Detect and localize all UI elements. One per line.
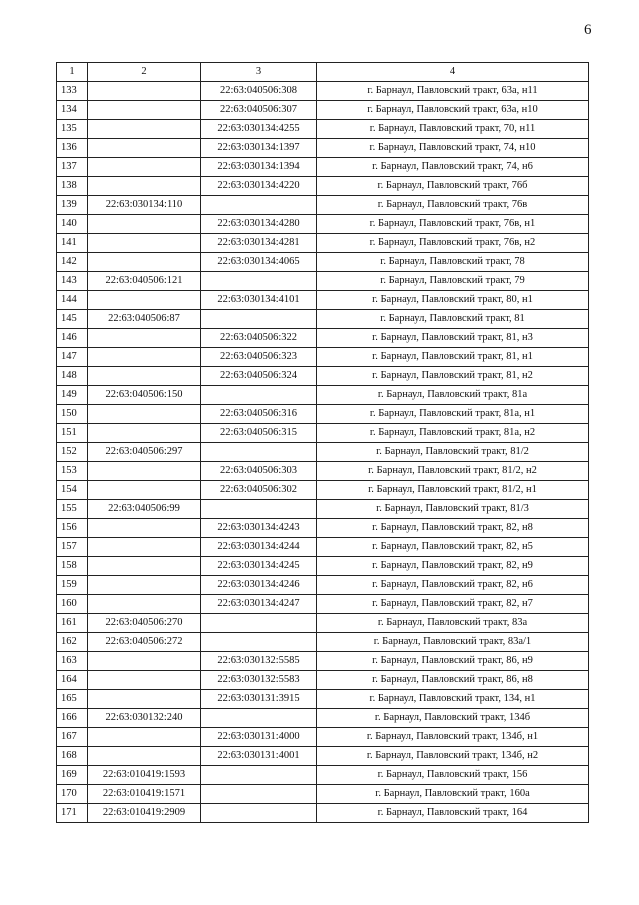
row-number-cell: 152 [57,443,88,462]
table-row [57,101,589,120]
land-cadastral-cell: 22:63:040506:272 [88,633,201,652]
building-cadastral-cell: 22:63:030134:4220 [201,177,317,196]
address-cell: г. Барнаул, Павловский тракт, 134, н1 [317,690,589,709]
table-row [57,82,589,101]
address-cell: г. Барнаул, Павловский тракт, 81 [317,310,589,329]
building-cadastral-cell [201,766,317,785]
table-row [57,633,589,652]
header-cell-3: 3 [201,63,317,82]
land-cadastral-cell [88,690,201,709]
table-row [57,728,589,747]
land-cadastral-cell [88,747,201,766]
land-cadastral-cell [88,405,201,424]
land-cadastral-cell [88,557,201,576]
row-number-cell: 162 [57,633,88,652]
table-row [57,785,589,804]
address-cell: г. Барнаул, Павловский тракт, 82, н9 [317,557,589,576]
table-body [57,82,589,823]
row-number-cell: 151 [57,424,88,443]
page-number: 6 [584,22,592,38]
address-cell: г. Барнаул, Павловский тракт, 81, н2 [317,367,589,386]
address-cell: г. Барнаул, Павловский тракт, 81/2, н2 [317,462,589,481]
address-cell: г. Барнаул, Павловский тракт, 74, н10 [317,139,589,158]
row-number-cell: 169 [57,766,88,785]
land-cadastral-cell [88,253,201,272]
row-number-cell: 139 [57,196,88,215]
row-number-cell: 153 [57,462,88,481]
land-cadastral-cell [88,424,201,443]
land-cadastral-cell [88,234,201,253]
address-cell: г. Барнаул, Павловский тракт, 81, н3 [317,329,589,348]
building-cadastral-cell: 22:63:040506:303 [201,462,317,481]
land-cadastral-cell [88,538,201,557]
address-cell: г. Барнаул, Павловский тракт, 81/2, н1 [317,481,589,500]
land-cadastral-cell [88,158,201,177]
building-cadastral-cell: 22:63:030134:4281 [201,234,317,253]
building-cadastral-cell [201,443,317,462]
header-cell-1: 1 [57,63,88,82]
address-cell: г. Барнаул, Павловский тракт, 81/3 [317,500,589,519]
building-cadastral-cell: 22:63:030134:4247 [201,595,317,614]
table-row [57,120,589,139]
address-cell: г. Барнаул, Павловский тракт, 76б [317,177,589,196]
address-cell: г. Барнаул, Павловский тракт, 81, н1 [317,348,589,367]
address-cell: г. Барнаул, Павловский тракт, 82, н8 [317,519,589,538]
land-cadastral-cell: 22:63:040506:121 [88,272,201,291]
building-cadastral-cell [201,614,317,633]
building-cadastral-cell: 22:63:030134:4244 [201,538,317,557]
table-row [57,329,589,348]
address-cell: г. Барнаул, Павловский тракт, 76в [317,196,589,215]
row-number-cell: 155 [57,500,88,519]
land-cadastral-cell [88,519,201,538]
building-cadastral-cell [201,633,317,652]
land-cadastral-cell [88,348,201,367]
row-number-cell: 160 [57,595,88,614]
table-row [57,177,589,196]
land-cadastral-cell [88,291,201,310]
row-number-cell: 154 [57,481,88,500]
land-cadastral-cell: 22:63:040506:87 [88,310,201,329]
address-cell: г. Барнаул, Павловский тракт, 70, н11 [317,120,589,139]
building-cadastral-cell: 22:63:030131:4000 [201,728,317,747]
land-cadastral-cell [88,595,201,614]
building-cadastral-cell: 22:63:040506:324 [201,367,317,386]
row-number-cell: 135 [57,120,88,139]
row-number-cell: 141 [57,234,88,253]
address-cell: г. Барнаул, Павловский тракт, 63а, н10 [317,101,589,120]
table-row [57,272,589,291]
table-row [57,462,589,481]
table-row [57,443,589,462]
land-cadastral-cell [88,82,201,101]
land-cadastral-cell [88,481,201,500]
building-cadastral-cell: 22:63:030134:4243 [201,519,317,538]
building-cadastral-cell [201,804,317,823]
building-cadastral-cell: 22:63:030134:1397 [201,139,317,158]
land-cadastral-cell [88,652,201,671]
address-cell: г. Барнаул, Павловский тракт, 134б, н1 [317,728,589,747]
building-cadastral-cell [201,310,317,329]
land-cadastral-cell [88,329,201,348]
land-cadastral-cell [88,177,201,196]
row-number-cell: 161 [57,614,88,633]
land-cadastral-cell [88,462,201,481]
land-cadastral-cell [88,728,201,747]
table-row [57,234,589,253]
row-number-cell: 149 [57,386,88,405]
row-number-cell: 165 [57,690,88,709]
table-row [57,747,589,766]
table-row [57,367,589,386]
address-cell: г. Барнаул, Павловский тракт, 74, н6 [317,158,589,177]
registry-table [56,62,589,823]
table-row [57,158,589,177]
address-cell: г. Барнаул, Павловский тракт, 81/2 [317,443,589,462]
building-cadastral-cell: 22:63:030134:4245 [201,557,317,576]
table-row [57,766,589,785]
address-cell: г. Барнаул, Павловский тракт, 63а, н11 [317,82,589,101]
table-row [57,424,589,443]
land-cadastral-cell: 22:63:030132:240 [88,709,201,728]
building-cadastral-cell [201,386,317,405]
building-cadastral-cell: 22:63:030131:4001 [201,747,317,766]
building-cadastral-cell: 22:63:030134:4246 [201,576,317,595]
header-cell-2: 2 [88,63,201,82]
land-cadastral-cell: 22:63:040506:297 [88,443,201,462]
land-cadastral-cell [88,120,201,139]
building-cadastral-cell: 22:63:030134:4255 [201,120,317,139]
row-number-cell: 159 [57,576,88,595]
row-number-cell: 157 [57,538,88,557]
address-cell: г. Барнаул, Павловский тракт, 81а [317,386,589,405]
address-cell: г. Барнаул, Павловский тракт, 156 [317,766,589,785]
address-cell: г. Барнаул, Павловский тракт, 134б [317,709,589,728]
row-number-cell: 134 [57,101,88,120]
table-row [57,671,589,690]
table-row [57,310,589,329]
building-cadastral-cell: 22:63:040506:308 [201,82,317,101]
table-row [57,215,589,234]
building-cadastral-cell [201,196,317,215]
row-number-cell: 138 [57,177,88,196]
land-cadastral-cell: 22:63:030134:110 [88,196,201,215]
building-cadastral-cell: 22:63:040506:307 [201,101,317,120]
row-number-cell: 164 [57,671,88,690]
table-row [57,500,589,519]
table-row [57,405,589,424]
table-row [57,538,589,557]
row-number-cell: 148 [57,367,88,386]
address-cell: г. Барнаул, Павловский тракт, 76в, н2 [317,234,589,253]
table-row [57,652,589,671]
header-row [57,63,589,82]
table-row [57,196,589,215]
address-cell: г. Барнаул, Павловский тракт, 78 [317,253,589,272]
table-row [57,690,589,709]
table-row [57,253,589,272]
land-cadastral-cell [88,671,201,690]
address-cell: г. Барнаул, Павловский тракт, 82, н7 [317,595,589,614]
address-cell: г. Барнаул, Павловский тракт, 83а [317,614,589,633]
table-row [57,386,589,405]
row-number-cell: 158 [57,557,88,576]
building-cadastral-cell: 22:63:030132:5585 [201,652,317,671]
table-row [57,804,589,823]
land-cadastral-cell: 22:63:010419:1593 [88,766,201,785]
land-cadastral-cell: 22:63:040506:150 [88,386,201,405]
land-cadastral-cell: 22:63:040506:270 [88,614,201,633]
row-number-cell: 145 [57,310,88,329]
land-cadastral-cell [88,576,201,595]
row-number-cell: 163 [57,652,88,671]
land-cadastral-cell: 22:63:010419:2909 [88,804,201,823]
row-number-cell: 166 [57,709,88,728]
row-number-cell: 133 [57,82,88,101]
building-cadastral-cell: 22:63:040506:323 [201,348,317,367]
address-cell: г. Барнаул, Павловский тракт, 134б, н2 [317,747,589,766]
row-number-cell: 140 [57,215,88,234]
address-cell: г. Барнаул, Павловский тракт, 82, н5 [317,538,589,557]
table-row [57,139,589,158]
row-number-cell: 156 [57,519,88,538]
building-cadastral-cell: 22:63:030134:4280 [201,215,317,234]
building-cadastral-cell: 22:63:040506:302 [201,481,317,500]
building-cadastral-cell: 22:63:030134:1394 [201,158,317,177]
table-row [57,576,589,595]
land-cadastral-cell [88,215,201,234]
row-number-cell: 136 [57,139,88,158]
row-number-cell: 146 [57,329,88,348]
header-cell-4: 4 [317,63,589,82]
land-cadastral-cell: 22:63:010419:1571 [88,785,201,804]
row-number-cell: 147 [57,348,88,367]
land-cadastral-cell [88,367,201,386]
row-number-cell: 143 [57,272,88,291]
table-row [57,595,589,614]
address-cell: г. Барнаул, Павловский тракт, 76в, н1 [317,215,589,234]
row-number-cell: 171 [57,804,88,823]
building-cadastral-cell [201,709,317,728]
address-cell: г. Барнаул, Павловский тракт, 86, н8 [317,671,589,690]
row-number-cell: 167 [57,728,88,747]
address-cell: г. Барнаул, Павловский тракт, 79 [317,272,589,291]
land-cadastral-cell [88,101,201,120]
address-cell: г. Барнаул, Павловский тракт, 83а/1 [317,633,589,652]
row-number-cell: 137 [57,158,88,177]
building-cadastral-cell: 22:63:030134:4101 [201,291,317,310]
table-row [57,519,589,538]
row-number-cell: 142 [57,253,88,272]
address-cell: г. Барнаул, Павловский тракт, 82, н6 [317,576,589,595]
table-row [57,348,589,367]
address-cell: г. Барнаул, Павловский тракт, 86, н9 [317,652,589,671]
address-cell: г. Барнаул, Павловский тракт, 164 [317,804,589,823]
building-cadastral-cell [201,500,317,519]
address-cell: г. Барнаул, Павловский тракт, 80, н1 [317,291,589,310]
building-cadastral-cell: 22:63:030131:3915 [201,690,317,709]
building-cadastral-cell [201,272,317,291]
table-row [57,709,589,728]
building-cadastral-cell: 22:63:040506:316 [201,405,317,424]
building-cadastral-cell: 22:63:040506:322 [201,329,317,348]
row-number-cell: 170 [57,785,88,804]
building-cadastral-cell [201,785,317,804]
address-cell: г. Барнаул, Павловский тракт, 160а [317,785,589,804]
address-cell: г. Барнаул, Павловский тракт, 81а, н2 [317,424,589,443]
table-row [57,614,589,633]
building-cadastral-cell: 22:63:040506:315 [201,424,317,443]
table-row [57,291,589,310]
building-cadastral-cell: 22:63:030134:4065 [201,253,317,272]
land-cadastral-cell [88,139,201,158]
building-cadastral-cell: 22:63:030132:5583 [201,671,317,690]
table-row [57,481,589,500]
row-number-cell: 150 [57,405,88,424]
address-cell: г. Барнаул, Павловский тракт, 81а, н1 [317,405,589,424]
row-number-cell: 168 [57,747,88,766]
row-number-cell: 144 [57,291,88,310]
table-row [57,557,589,576]
land-cadastral-cell: 22:63:040506:99 [88,500,201,519]
